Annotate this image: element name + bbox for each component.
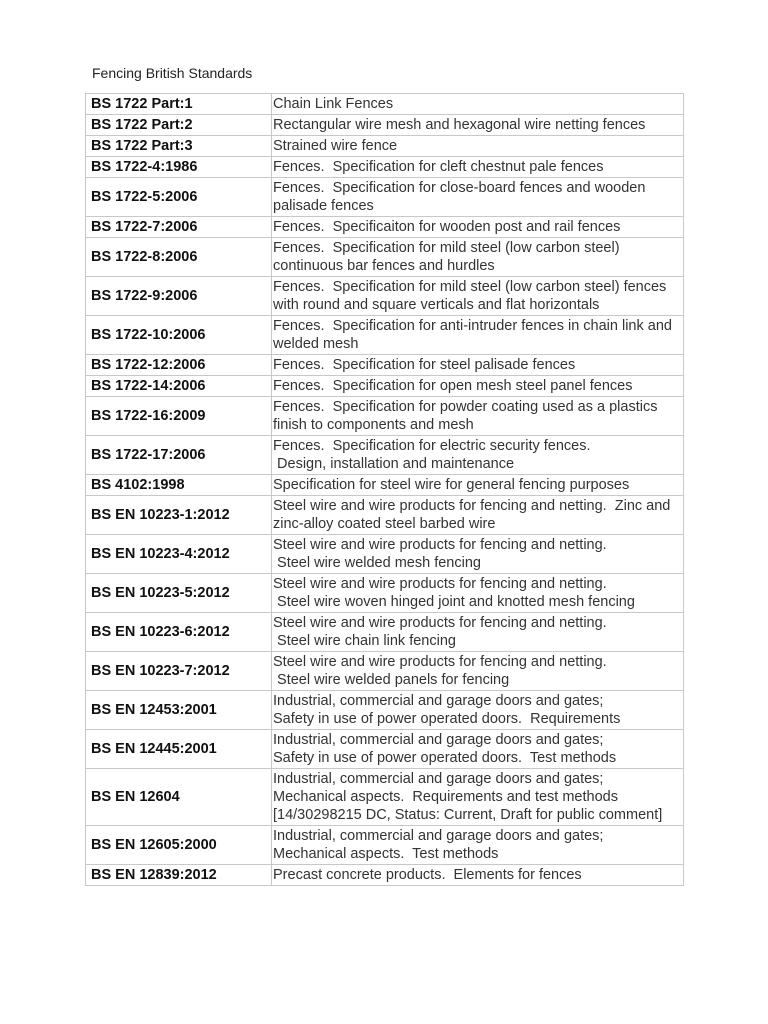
standard-description: Industrial, commercial and garage doors and gates; Mechanical aspects. Requirements and test methods [14/30298215 DC, Status: Current, Draft for public comment] xyxy=(272,769,684,826)
table-row xyxy=(86,475,684,496)
standard-code: BS EN 12604 xyxy=(86,769,272,826)
standard-code: BS 1722 Part:1 xyxy=(86,94,272,115)
standard-code: BS EN 12839:2012 xyxy=(86,865,272,886)
standard-code: BS 1722 Part:3 xyxy=(86,136,272,157)
standard-code: BS 1722-16:2009 xyxy=(86,397,272,436)
table-row xyxy=(86,826,684,865)
standard-description: Precast concrete products. Elements for fences xyxy=(272,865,684,886)
table-row xyxy=(86,136,684,157)
standard-code: BS 1722-10:2006 xyxy=(86,316,272,355)
table-row xyxy=(86,769,684,826)
standard-code: BS 1722-14:2006 xyxy=(86,376,272,397)
standard-code: BS 1722-4:1986 xyxy=(86,157,272,178)
table-row xyxy=(86,115,684,136)
table-row xyxy=(86,436,684,475)
standard-description: Chain Link Fences xyxy=(272,94,684,115)
standard-description: Fences. Specification for anti-intruder fences in chain link and welded mesh xyxy=(272,316,684,355)
standard-description: Industrial, commercial and garage doors and gates; Safety in use of power operated doors. Requirements xyxy=(272,691,684,730)
standards-table-body xyxy=(86,94,684,886)
table-row xyxy=(86,691,684,730)
standard-code: BS 1722-7:2006 xyxy=(86,217,272,238)
table-row xyxy=(86,217,684,238)
standard-code: BS EN 12453:2001 xyxy=(86,691,272,730)
table-row xyxy=(86,574,684,613)
standard-description: Specification for steel wire for general fencing purposes xyxy=(272,475,684,496)
standard-code: BS 1722-17:2006 xyxy=(86,436,272,475)
standard-description: Steel wire and wire products for fencing and netting. Steel wire woven hinged joint and knotted mesh fencing xyxy=(272,574,684,613)
table-row xyxy=(86,535,684,574)
standard-description: Steel wire and wire products for fencing and netting. Steel wire chain link fencing xyxy=(272,613,684,652)
standards-table xyxy=(85,93,684,886)
table-row xyxy=(86,376,684,397)
table-row xyxy=(86,355,684,376)
standard-code: BS 1722-5:2006 xyxy=(86,178,272,217)
table-row xyxy=(86,865,684,886)
table-row xyxy=(86,652,684,691)
standard-description: Rectangular wire mesh and hexagonal wire netting fences xyxy=(272,115,684,136)
standard-code: BS 1722-8:2006 xyxy=(86,238,272,277)
table-row xyxy=(86,238,684,277)
standard-description: Steel wire and wire products for fencing and netting. Zinc and zinc-alloy coated steel barbed wire xyxy=(272,496,684,535)
standard-code: BS 4102:1998 xyxy=(86,475,272,496)
table-row xyxy=(86,730,684,769)
standard-code: BS EN 12445:2001 xyxy=(86,730,272,769)
standard-description: Fences. Specification for close-board fences and wooden palisade fences xyxy=(272,178,684,217)
standard-description: Strained wire fence xyxy=(272,136,684,157)
standard-description: Steel wire and wire products for fencing and netting. Steel wire welded panels for fencing xyxy=(272,652,684,691)
standard-code: BS EN 10223-4:2012 xyxy=(86,535,272,574)
standard-description: Steel wire and wire products for fencing and netting. Steel wire welded mesh fencing xyxy=(272,535,684,574)
table-row xyxy=(86,157,684,178)
standard-description: Fences. Specification for powder coating used as a plastics finish to components and mesh xyxy=(272,397,684,436)
table-row xyxy=(86,496,684,535)
standard-description: Industrial, commercial and garage doors and gates; Safety in use of power operated doors. Test methods xyxy=(272,730,684,769)
table-row xyxy=(86,94,684,115)
standard-description: Fences. Specification for electric security fences. Design, installation and maintenance xyxy=(272,436,684,475)
standard-code: BS EN 10223-5:2012 xyxy=(86,574,272,613)
standard-description: Fences. Specification for mild steel (low carbon steel) fences with round and square verticals and flat horizontals xyxy=(272,277,684,316)
standard-description: Industrial, commercial and garage doors and gates; Mechanical aspects. Test methods xyxy=(272,826,684,865)
standard-description: Fences. Specification for steel palisade fences xyxy=(272,355,684,376)
standard-code: BS EN 12605:2000 xyxy=(86,826,272,865)
table-row xyxy=(86,613,684,652)
standard-code: BS 1722 Part:2 xyxy=(86,115,272,136)
table-row xyxy=(86,178,684,217)
standard-description: Fences. Specification for open mesh steel panel fences xyxy=(272,376,684,397)
standard-code: BS 1722-9:2006 xyxy=(86,277,272,316)
document-title: Fencing British Standards xyxy=(92,65,253,81)
standard-code: BS EN 10223-7:2012 xyxy=(86,652,272,691)
standard-code: BS 1722-12:2006 xyxy=(86,355,272,376)
standard-description: Fences. Specification for mild steel (low carbon steel) continuous bar fences and hurdles xyxy=(272,238,684,277)
standard-code: BS EN 10223-1:2012 xyxy=(86,496,272,535)
standard-description: Fences. Specification for cleft chestnut pale fences xyxy=(272,157,684,178)
standard-description: Fences. Specificaiton for wooden post and rail fences xyxy=(272,217,684,238)
table-row xyxy=(86,316,684,355)
table-row xyxy=(86,397,684,436)
standard-code: BS EN 10223-6:2012 xyxy=(86,613,272,652)
table-row xyxy=(86,277,684,316)
